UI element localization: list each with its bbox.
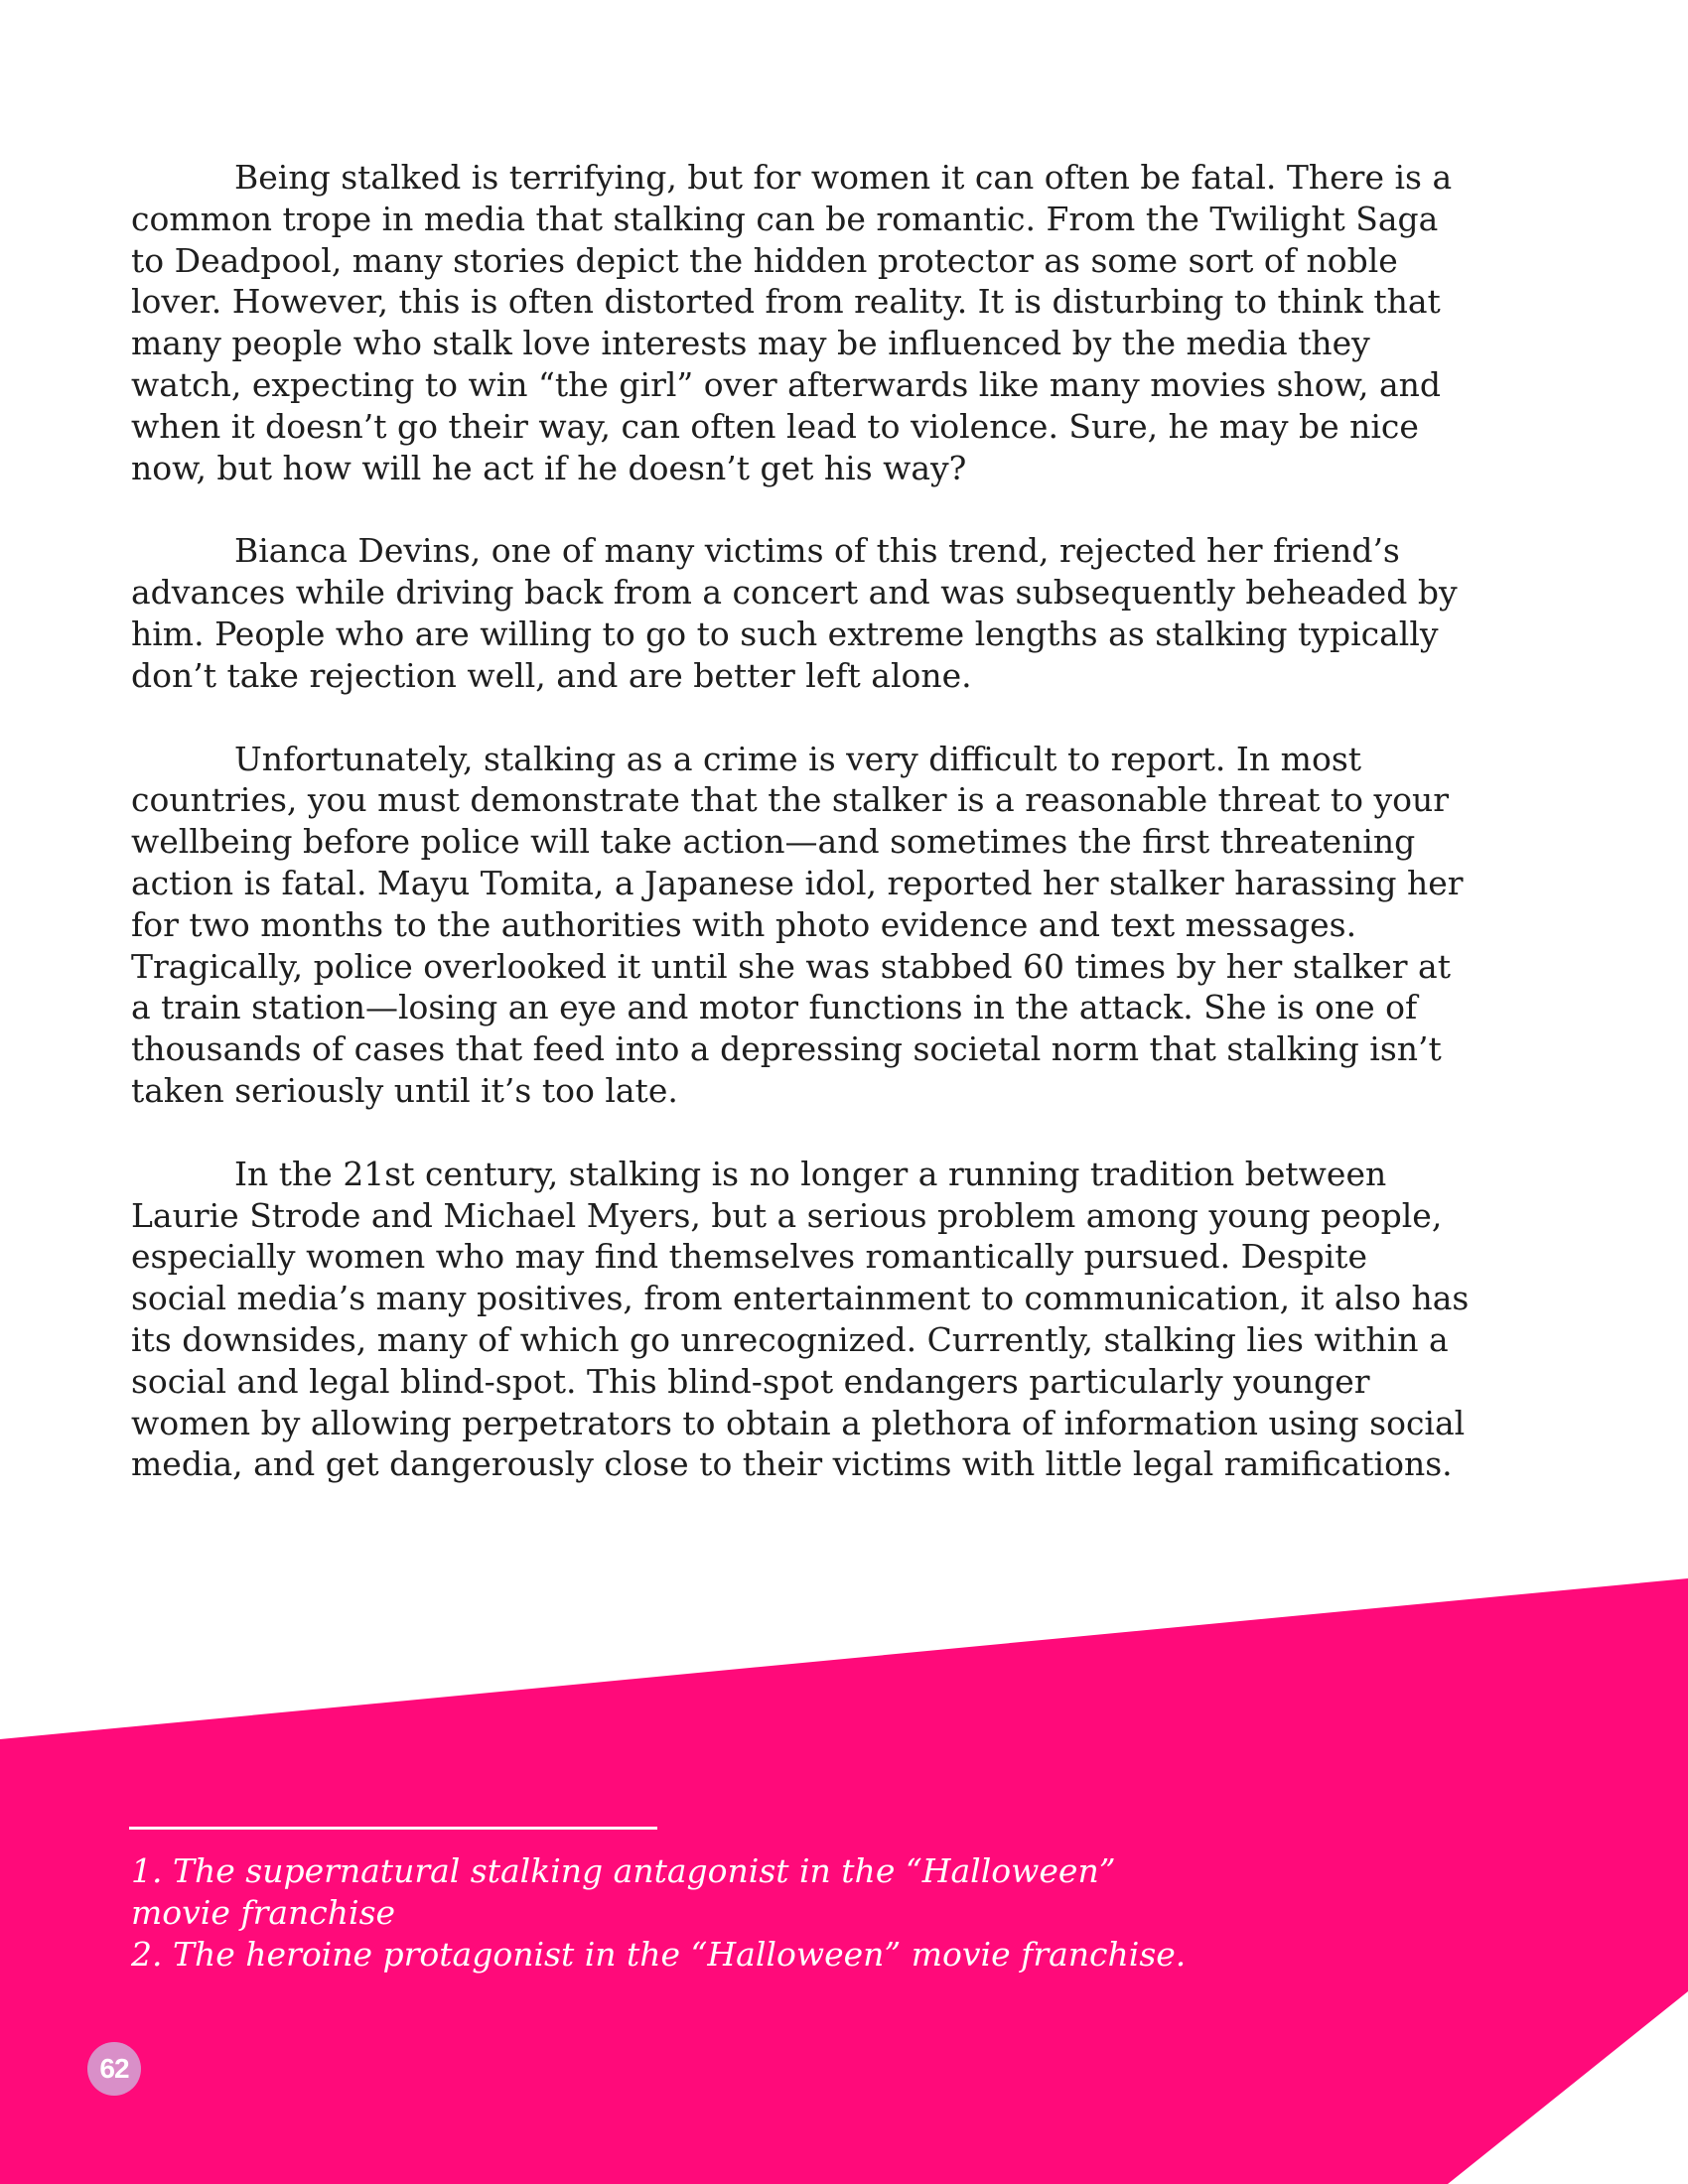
footnotes — [131, 1850, 1223, 1976]
article-paragraph-2: Bianca Devins, one of many victims of this trend, rejected her friend’s advances while driving back from a concert and was subsequently beheaded by him. People who are willing to go to such extreme lengths as stalking typically don’t take rejection well, and are better left alone. — [131, 531, 1458, 695]
footnote-2: 2. The heroine protagonist in the “Halloween” movie franchise. — [131, 1935, 1187, 1974]
article-body — [131, 157, 1472, 1485]
page-number-badge: 62 — [87, 2042, 141, 2096]
footnote-divider — [129, 1827, 657, 1830]
article-paragraph-1: Being stalked is terrifying, but for women it can often be fatal. There is a common trope in media that stalking can be romantic. From the Twilight Saga to Deadpool, many stories depict the hidden protector as some sort of noble lover. However, this is often distorted from reality. It is disturbing to think that many people who stalk love interests may be influenced by the media they watch, expecting to win “the girl” over afterwards like many movies show, and when it doesn’t go their way, can often lead to violence. Sure, he may be nice now, but how will he act if he doesn’t get his way? — [131, 158, 1453, 487]
footnote-1: 1. The supernatural stalking antagonist in the “Halloween” movie franchise — [131, 1851, 1116, 1932]
article-paragraph-4: In the 21st century, stalking is no longer a running tradition between Laurie Strode and Michael Myers, but a serious problem among young people, especially women who may find themselves romantically pursued. Despite social media’s many positives, from entertainment to communication, it also has its downsides, many of which go unrecognized. Currently, stalking lies within a social and legal blind-spot. This blind-spot endangers particularly younger women by allowing perpetrators to obtain a plethora of information using social media, and get dangerously close to their victims with little legal ramifications. — [131, 1154, 1470, 1484]
article-paragraph-3: Unfortunately, stalking as a crime is very difficult to report. In most countries, you must demonstrate that the stalker is a reasonable threat to your wellbeing before police will take action—and sometimes the first threatening action is fatal. Mayu Tomita, a Japanese idol, reported her stalker harassing her for two months to the authorities with photo evidence and text messages. Tragically, police overlooked it until she was stabbed 60 times by her stalker at a train station—losing an eye and motor functions in the attack. She is one of thousands of cases that feed into a depressing societal norm that stalking isn’t taken seriously until it’s too late. — [131, 739, 1464, 1110]
